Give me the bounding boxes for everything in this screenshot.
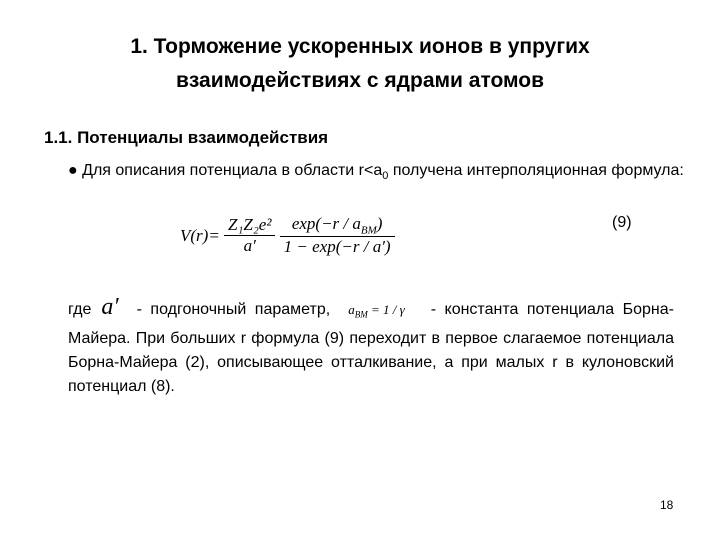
fraction-1-denominator: a′ [224, 235, 275, 256]
aBM-lhs: a [348, 302, 355, 317]
fraction-2-denominator: 1 − exp(−r / a′) [280, 236, 395, 257]
bullet-subscript: 0 [382, 170, 389, 183]
fraction-2-numerator-sub: BM [360, 224, 377, 237]
page-number: 18 [660, 498, 674, 512]
formula-fraction-1 [224, 215, 275, 256]
para-text-2: - константа потенциала Борна-Майера. При больших r формула (9) переходит в первое слагаемое потенциала Борна-Майера (2), описывающее отталкивание, а при малых r в кулоновский потенциал (8). [68, 301, 674, 395]
aBM-sub: BM [354, 309, 368, 320]
formula-fraction-2 [280, 214, 395, 257]
fraction-2-numerator [280, 214, 395, 236]
bullet-text-after: получена интерполяционная формула: [388, 162, 684, 179]
title-line-2: взаимодействиях с ядрами атомов [175, 69, 545, 92]
slide-title [0, 30, 720, 98]
aBM-formula [348, 298, 405, 327]
fraction-2-numerator-end: ) [376, 214, 383, 233]
fraction-2-numerator-main: exp(−r / a [291, 214, 361, 233]
bullet-text-before: ● Для описания потенциала в области r<a [68, 162, 383, 179]
equation-number: (9) [612, 214, 632, 231]
potential-formula [180, 214, 395, 257]
para-text-1: - подгоночный параметр, [136, 301, 331, 318]
a-prime-symbol: a′ [101, 294, 119, 320]
title-line-1: 1. Торможение ускоренных ионов в упругих [130, 35, 590, 58]
section-heading: 1.1. Потенциалы взаимодействия [44, 128, 329, 147]
para-lead: где [68, 301, 92, 318]
aBM-rhs: = 1 / γ [367, 302, 405, 317]
fraction-1-numerator: Z₁Z₂e² [228, 215, 272, 235]
formula-lhs: V(r)= [180, 225, 220, 245]
explanation-paragraph [68, 294, 674, 399]
bullet-paragraph [68, 160, 688, 187]
